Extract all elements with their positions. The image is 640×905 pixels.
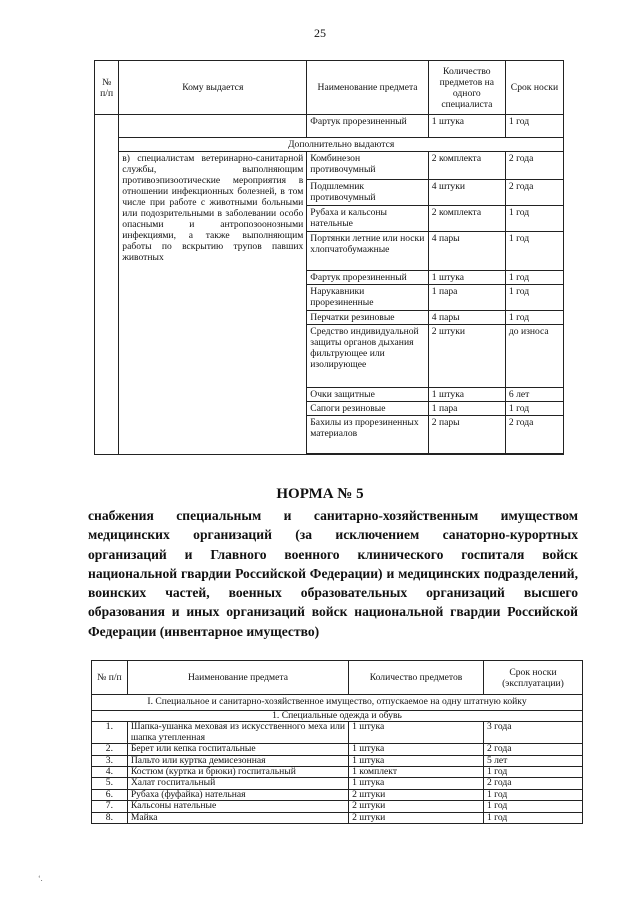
num-cell: 8.: [92, 812, 128, 823]
name-cell: Пальто или куртка демисезонная: [127, 755, 348, 766]
header-num: № п/п: [92, 661, 128, 695]
term-cell: 2 года: [505, 152, 563, 180]
item-cell: Средство индивидуальной защиты органов дыхания фильтрующее или изолирующее: [307, 325, 428, 388]
term-cell: 1 год: [483, 767, 582, 778]
name-cell: Берет или кепка госпитальные: [127, 744, 348, 755]
qty-cell: 2 штуки: [349, 812, 484, 823]
section-row: [92, 695, 583, 711]
qty-cell: 4 штуки: [428, 180, 505, 206]
name-cell: Кальсоны нательные: [127, 801, 348, 812]
norma-title: НОРМА № 5: [276, 486, 364, 502]
term-cell: до износа: [505, 325, 563, 388]
term-cell: 1 год: [505, 232, 563, 271]
table-row: [92, 812, 583, 823]
qty-cell: 1 штука: [349, 744, 484, 755]
num-cell: 2.: [92, 744, 128, 755]
margin-mark: ‘.: [38, 874, 43, 883]
equipment-norm-table: [94, 60, 564, 455]
table-header-row: [95, 61, 564, 115]
qty-cell: 1 штука: [428, 388, 505, 402]
spacer-cell: [505, 454, 563, 455]
term-cell: 1 год: [505, 402, 563, 416]
num-cell: 6.: [92, 789, 128, 800]
num-cell: 3.: [92, 755, 128, 766]
qty-cell: 2 комплекта: [428, 206, 505, 232]
header-who: Кому выдается: [119, 61, 307, 115]
term-cell: 1 год: [505, 285, 563, 311]
table-header-row: [92, 661, 583, 695]
item-cell: Портянки летние или носки хлопчатобумажные: [307, 232, 428, 271]
table-row: [95, 152, 564, 180]
table-row: [92, 778, 583, 789]
table-row: [92, 801, 583, 812]
name-cell: Рубаха (фуфайка) нательная: [127, 789, 348, 800]
term-cell: 2 года: [483, 778, 582, 789]
qty-cell: 1 штука: [428, 271, 505, 285]
num-cell: 4.: [92, 767, 128, 778]
table-row: [92, 722, 583, 744]
subsection-row: [92, 711, 583, 722]
additional-row: [95, 138, 564, 152]
table-row: [95, 115, 564, 138]
qty-cell: 1 пара: [428, 402, 505, 416]
qty-cell: 1 штука: [349, 755, 484, 766]
page-number: 25: [314, 26, 326, 40]
term-cell: 1 год: [505, 311, 563, 325]
item-cell: Подшлемник противочумный: [307, 180, 428, 206]
term-cell: 1 год: [505, 271, 563, 285]
term-cell: 1 год: [483, 812, 582, 823]
table-row: [92, 744, 583, 755]
term-cell: 2 года: [505, 180, 563, 206]
item-cell: Фартук прорезиненный: [307, 271, 428, 285]
header-term: Срок носки (эксплуатации): [483, 661, 582, 695]
num-cell: 5.: [92, 778, 128, 789]
name-cell: Майка: [127, 812, 348, 823]
norma-description: снабжения специальным и санитарно-хозяйственным имуществом медицинских организаций (за исключением санаторно-курортных организаций и Главного военного клинического госпиталя войск национальной гвардии Российской Федерации) и медицинских подразделений, воинских частей, военных образовательных организаций высшего образования и иных организаций войск национальной гвардии Российской Федерации (инвентарное имущество): [88, 508, 578, 639]
header-qty: Количество предметов: [349, 661, 484, 695]
additional-label: Дополнительно выдаются: [119, 138, 564, 152]
qty-cell: 4 пары: [428, 232, 505, 271]
term-cell: 5 лет: [483, 755, 582, 766]
qty-cell: 1 штука: [349, 722, 484, 744]
item-cell: Бахилы из прорезиненных материалов: [307, 416, 428, 454]
qty-cell: 4 пары: [428, 311, 505, 325]
item-cell: Сапоги резиновые: [307, 402, 428, 416]
qty-cell: 2 штуки: [428, 325, 505, 388]
qty-cell: 2 штуки: [349, 801, 484, 812]
spacer-cell: [307, 454, 428, 455]
item-cell: Нарукавники прорезиненные: [307, 285, 428, 311]
name-cell: Шапка-ушанка меховая из искусственного меха или шапка утепленная: [127, 722, 348, 744]
name-cell: Костюм (куртка и брюки) госпитальный: [127, 767, 348, 778]
num-cell: 1.: [92, 722, 128, 744]
qty-cell: 2 штуки: [349, 789, 484, 800]
recipient-text: в) специалистам ветеринарно-санитарной службы, выполняющим противоэпизоотические мероприятия в отношении инфекционных болезней, в том числе при работе с животными больными или подозрительными в заболевании особо опасными и антропозоонозными инфекциями, а также выполняющим работы по вскрытию трупов павших животных: [119, 152, 307, 455]
qty-cell: 2 пары: [428, 416, 505, 454]
qty-cell: 1 штука: [349, 778, 484, 789]
term-cell: 1 год: [505, 206, 563, 232]
qty-cell: 2 комплекта: [428, 152, 505, 180]
header-num: № п/п: [95, 61, 119, 115]
name-cell: Халат госпитальный: [127, 778, 348, 789]
item-cell: Перчатки резиновые: [307, 311, 428, 325]
who-cell: [119, 115, 307, 138]
qty-cell: 1 комплект: [349, 767, 484, 778]
num-cell: [95, 115, 119, 455]
item-cell: Фартук прорезиненный: [307, 115, 428, 138]
table-row: [92, 767, 583, 778]
item-cell: Рубаха и кальсоны нательные: [307, 206, 428, 232]
qty-cell: 1 пара: [428, 285, 505, 311]
item-cell: Комбинезон противочумный: [307, 152, 428, 180]
spacer-cell: [428, 454, 505, 455]
term-cell: 2 года: [483, 744, 582, 755]
header-qty: Количество предметов на одного специалиста: [428, 61, 505, 115]
qty-cell: 1 штука: [428, 115, 505, 138]
term-cell: 2 года: [505, 416, 563, 454]
section-title: I. Специальное и санитарно-хозяйственное имущество, отпускаемое на одну штатную койку: [92, 695, 583, 711]
term-cell: 1 год: [483, 789, 582, 800]
hospital-supply-table: [91, 660, 583, 824]
term-cell: 3 года: [483, 722, 582, 744]
item-cell: Очки защитные: [307, 388, 428, 402]
subsection-title: 1. Специальные одежда и обувь: [92, 711, 583, 722]
num-cell: 7.: [92, 801, 128, 812]
table-row: [92, 755, 583, 766]
term-cell: 6 лет: [505, 388, 563, 402]
header-term: Срок носки: [505, 61, 563, 115]
term-cell: 1 год: [483, 801, 582, 812]
table-row: [92, 789, 583, 800]
term-cell: 1 год: [505, 115, 563, 138]
header-name: Наименование предмета: [127, 661, 348, 695]
header-item: Наименование предмета: [307, 61, 428, 115]
